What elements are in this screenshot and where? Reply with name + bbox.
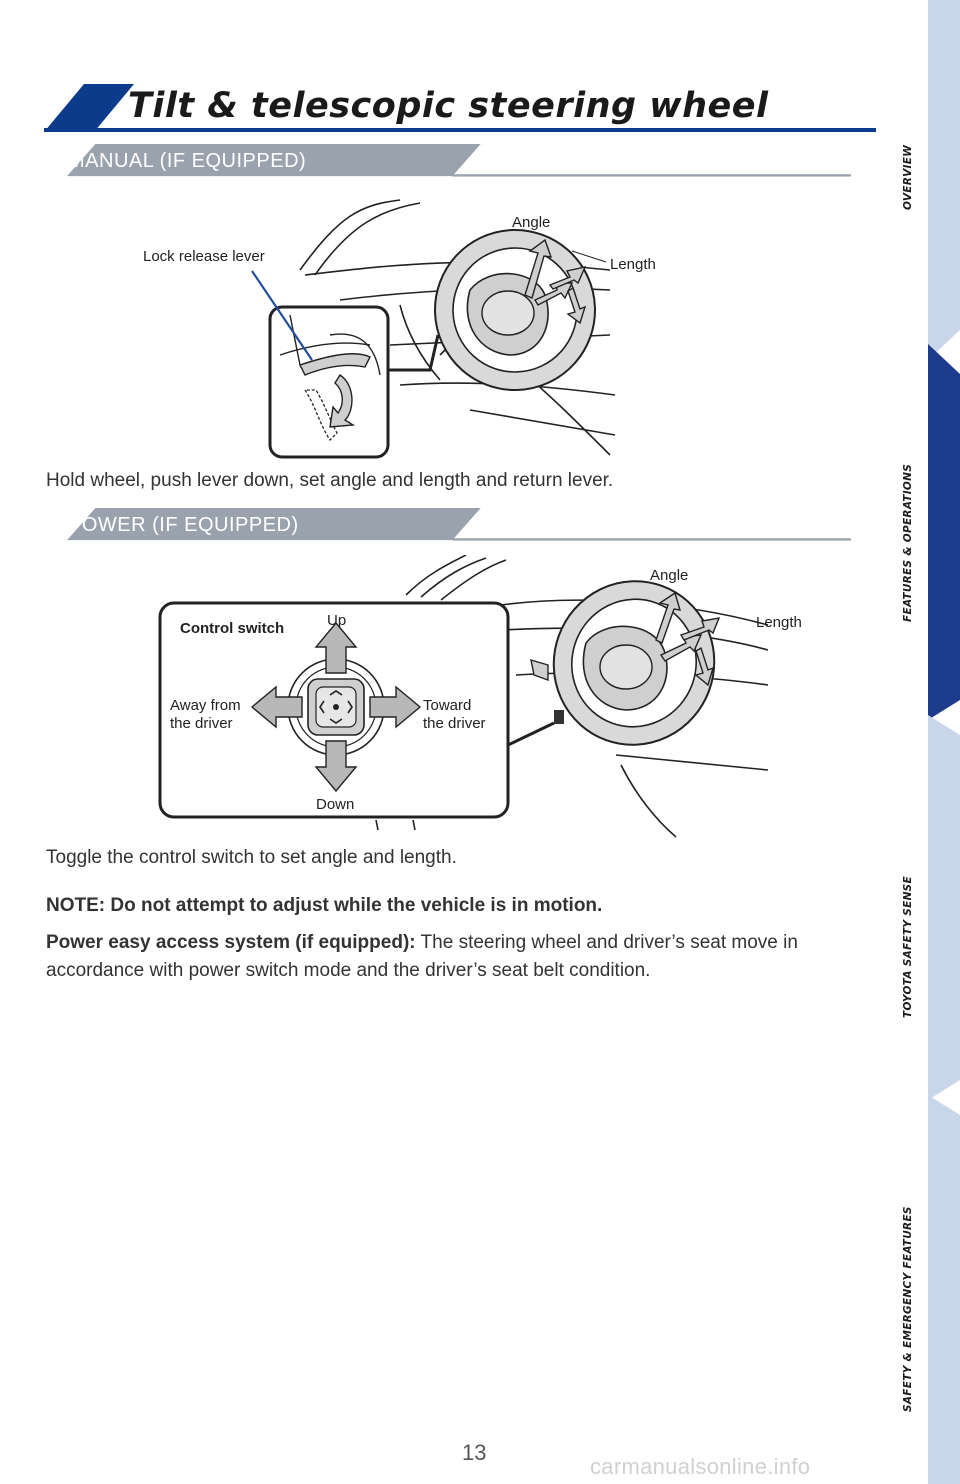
tab-features-operations[interactable]: FEATURES & OPERATIONS xyxy=(902,463,914,622)
manual-section-header: MANUAL (IF EQUIPPED) xyxy=(68,150,307,172)
manual-angle-label: Angle xyxy=(512,214,551,231)
manual-length-label: Length xyxy=(610,256,656,273)
easy-access-text: The steering wheel and driver’s seat move in accordance with power switch mode and the driver’s seat belt condition. xyxy=(46,932,798,981)
tab-bg-overview[interactable] xyxy=(928,0,960,360)
power-angle-label: Angle xyxy=(650,567,689,584)
manual-steering-diagram xyxy=(140,195,670,460)
control-switch-label: Control switch xyxy=(180,620,285,637)
tab-bg-features[interactable] xyxy=(928,344,960,720)
power-description: Toggle the control switch to set angle and length. xyxy=(46,847,457,868)
up-label: Up xyxy=(327,612,347,629)
tab-toyota-safety-sense[interactable]: TOYOTA SAFETY SENSE xyxy=(902,875,914,1018)
tab-bg-safety-sense[interactable] xyxy=(928,715,960,1100)
page-number: 13 xyxy=(462,1440,487,1465)
safety-note: NOTE: Do not attempt to adjust while the vehicle is in motion. xyxy=(46,895,603,916)
easy-access-label: Power easy access system (if equipped): xyxy=(46,932,416,953)
page-title: Tilt & telescopic steering wheel xyxy=(128,86,769,126)
power-section-header: POWER (IF EQUIPPED) xyxy=(68,514,299,536)
manual-description: Hold wheel, push lever down, set angle and length and return lever. xyxy=(46,470,614,491)
easy-access-paragraph xyxy=(46,929,858,985)
tab-bg-emergency[interactable] xyxy=(928,1095,960,1484)
power-steering-diagram xyxy=(156,555,816,838)
tab-safety-emergency[interactable]: SAFETY & EMERGENCY FEATURES xyxy=(902,1206,914,1412)
away-from-driver-label-line1: Away from xyxy=(170,697,241,714)
lock-release-lever-label: Lock release lever xyxy=(143,248,265,265)
toward-driver-label-line1: Toward xyxy=(423,697,472,714)
side-tab-strip xyxy=(928,0,960,1484)
watermark: carmanualsonline.info xyxy=(590,1454,811,1479)
down-label: Down xyxy=(316,796,355,813)
power-length-label: Length xyxy=(756,614,802,631)
tab-overview[interactable]: OVERVIEW xyxy=(902,144,914,210)
away-from-driver-label-line2: the driver xyxy=(170,715,233,732)
toward-driver-label-line2: the driver xyxy=(423,715,486,732)
